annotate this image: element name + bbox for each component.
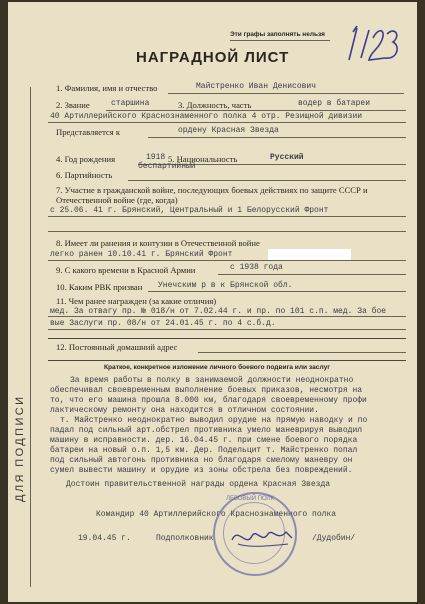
narrative-line: За время работы в полку в занимаемой должности неоднократно xyxy=(70,376,354,385)
f2-value: старшина xyxy=(111,99,150,108)
f3-rule xyxy=(48,122,406,123)
signer-rank: Подполковник xyxy=(156,534,214,543)
f5-label: 5. Национальность xyxy=(168,154,238,164)
award-sheet xyxy=(8,2,417,602)
top-rule xyxy=(230,40,330,41)
narrative-line: Достоин правительственной награды ордена Красная Звезда xyxy=(66,480,331,489)
f3-value-line2: 40 Артиллерийского Краснознаменного полка 4 отр. Резищной дивизии xyxy=(50,112,363,121)
f3-value: водер в батареи xyxy=(298,99,371,108)
f10-label: 10. Каким РВК призван xyxy=(56,282,143,292)
f10-value: Унечским р в к Брянской обл. xyxy=(158,281,293,290)
f11-rule-1 xyxy=(48,316,406,317)
f7-rule-2 xyxy=(48,231,406,232)
seal-stamp-text: ЛЕВОВЫЙ ПОЛК xyxy=(226,496,275,502)
narrative-line: сумел вывести машину и орудие из зоны обстрела без повреждений. xyxy=(50,466,353,475)
f7-rule xyxy=(48,216,406,217)
f12-rule xyxy=(198,352,406,353)
narrative-line: лактическому ремонту она находится в отличном состоянии. xyxy=(50,406,319,415)
f1-label: 1. Фамилия, имя и отчество xyxy=(56,83,158,93)
narrative-heading: Краткое, конкретное изложение личного боевого подвига или заслуг xyxy=(104,364,330,371)
signer-name: /Дудобин/ xyxy=(312,534,356,543)
f6-label: 6. Партийность xyxy=(56,170,113,180)
f11-rule-2 xyxy=(48,329,406,330)
f1-value: Майстренко Иван Денисович xyxy=(196,82,317,91)
presented-value: ордену Красная Звезда xyxy=(178,126,279,135)
f7-value: с 25.06. 41 г. Брянский, Центральный и 1 Белорусский Фронт xyxy=(50,206,329,215)
f1-rule xyxy=(168,93,404,94)
f8-value: легко ранен 10.10.41 г. Брянский Фронт xyxy=(50,250,233,259)
margin-line xyxy=(30,87,31,587)
narrative-line: машину в исправности. дер. 16.04.45 г. при смене боевого порядка xyxy=(50,436,358,445)
f9-value: с 1938 года xyxy=(230,263,283,272)
signature xyxy=(228,522,298,552)
f7-label: 7. Участие в гражданской войне, последующих боевых действиях по защите СССР и Отечественной войне (где, когда) xyxy=(56,185,368,205)
restricted-fields-note: Эти графы заполнять нельзя xyxy=(230,31,325,38)
f11-value-2: вые Заслуги пр. 08/н от 24.01.45 г. по 4 с.б.д. xyxy=(50,319,276,328)
f8-label: 8. Имеет ли ранения и контузии в Отечественной войне xyxy=(56,238,260,248)
f10-rule xyxy=(148,291,406,292)
archive-number-handwritten xyxy=(343,20,403,70)
presented-rule xyxy=(148,137,406,138)
narrative-line: под сильный автогонь противника но благодаря смелому маневру он xyxy=(50,456,353,465)
f9-rule xyxy=(218,274,406,275)
commander-line: Командир 40 Артиллерийского Краснознаменного полка xyxy=(96,510,337,519)
narrative-line: то, что его машина прошла 8.000 км, благодаря своевременному профи xyxy=(50,396,367,405)
f2-rule xyxy=(106,110,406,111)
document-title: НАГРАДНОЙ ЛИСТ xyxy=(136,49,290,66)
narrative-line: падал под сильный арт.обстрел противника умело маневрируя выводил xyxy=(50,426,363,435)
f6-value: беспартийный xyxy=(138,162,196,171)
signature-date: 19.04.45 г. xyxy=(78,534,131,543)
side-label: ДЛЯ ПОДПИСИ xyxy=(14,394,26,502)
narrative-line: обеспечивал своевременным выполнение боевых приказов, несмотря на xyxy=(50,386,363,395)
f6-rule xyxy=(128,180,406,181)
f9-label: 9. С какого времени в Красной Армии xyxy=(56,265,196,275)
f3-label: 3. Должность, часть xyxy=(178,100,252,110)
narrative-line: т. Майстренко неоднократно выводил орудие на прямую наводку и по xyxy=(60,416,368,425)
narrative-line: батареи на новый о.п. 1,5 км. Дер. Подельцит т. Майстренко попал xyxy=(50,446,358,455)
f8-rule xyxy=(48,260,406,261)
f2-label: 2. Звание xyxy=(56,100,90,110)
section-divider xyxy=(48,338,406,339)
f11-label: 11. Чем ранее награжден (за какие отличия) xyxy=(56,296,217,306)
presented-label: Представляется к xyxy=(56,127,121,137)
narrative-top-rule xyxy=(48,360,406,361)
f4-value: 1918 xyxy=(146,153,166,162)
f12-label: 12. Постоянный домашний адрес xyxy=(56,342,178,352)
f5-value: Русский xyxy=(270,153,304,162)
f4-label: 4. Год рождения xyxy=(56,154,116,164)
f11-value-1: мед. За отвагу пр. № 018/н от 7.02.44 г. и пр. по 101 с.п. мед. За бое xyxy=(50,307,387,316)
